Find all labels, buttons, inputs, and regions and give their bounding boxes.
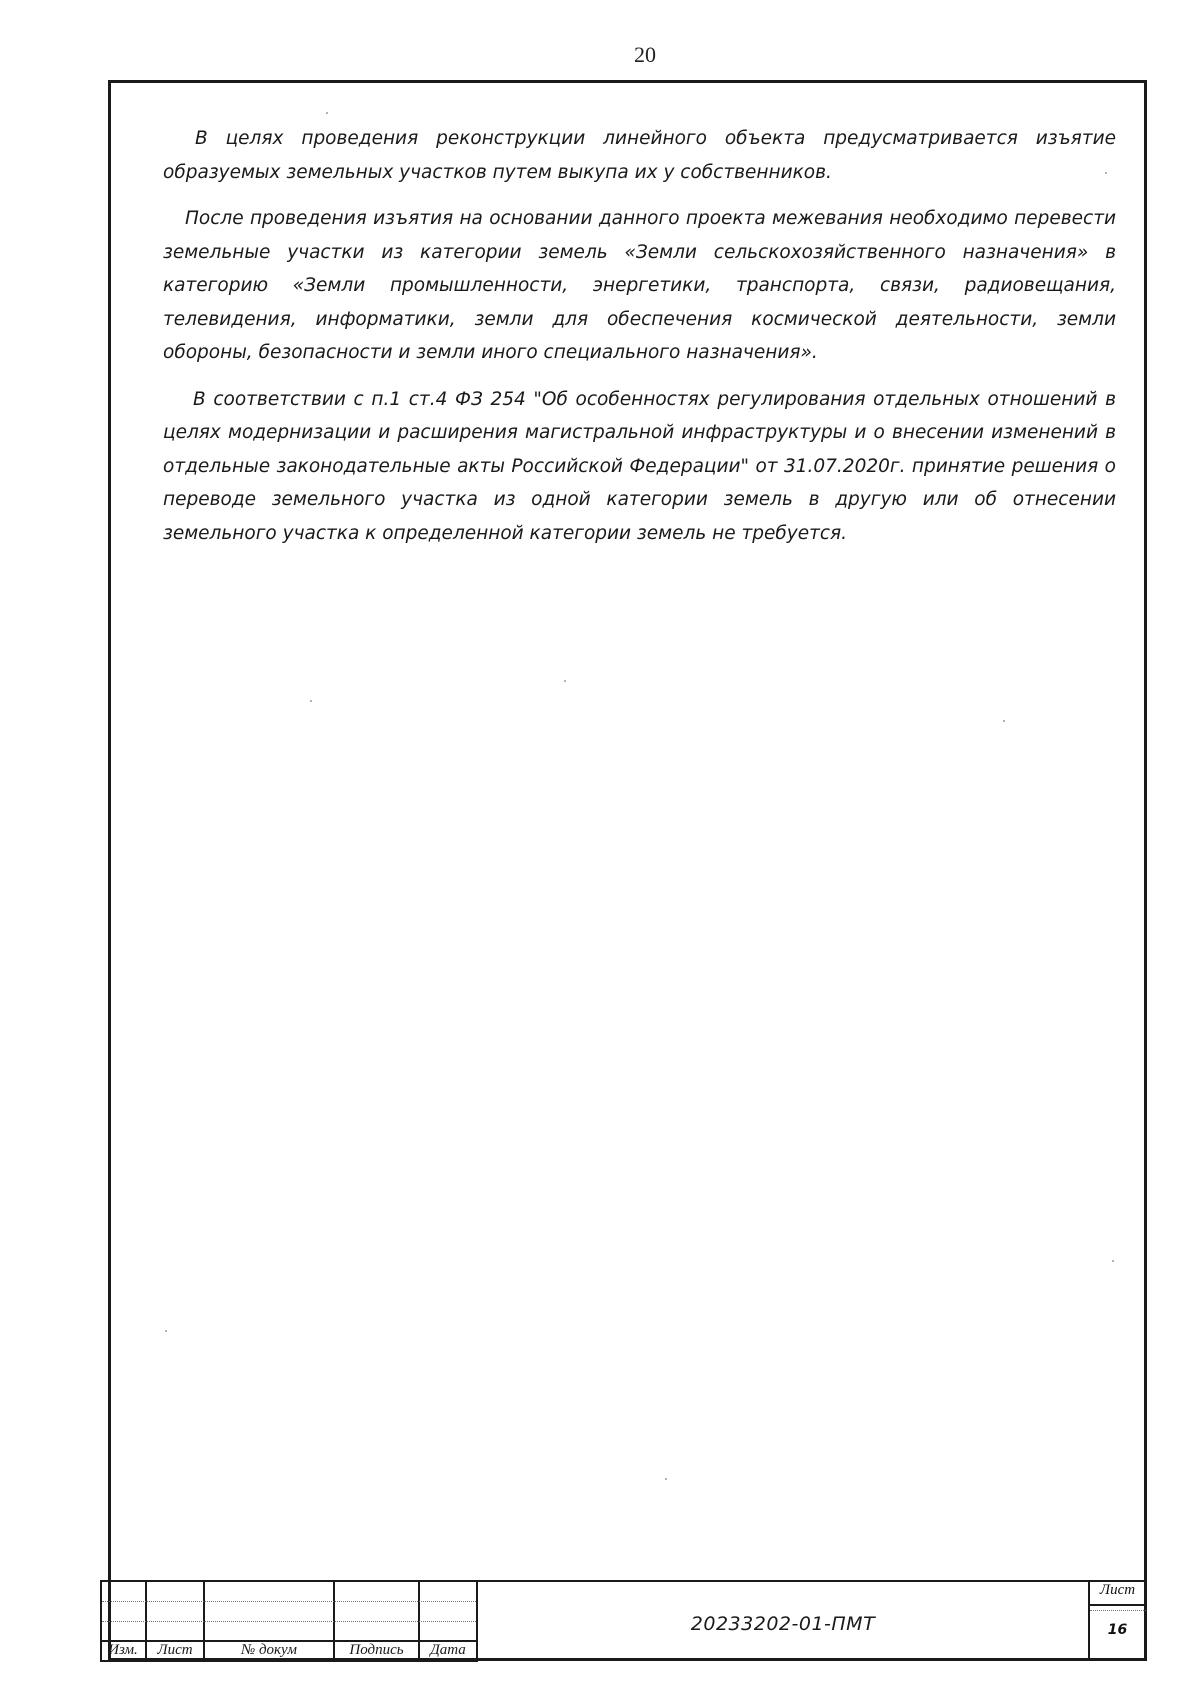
document-body <box>163 122 1116 563</box>
scan-speck <box>1105 172 1107 174</box>
page-number: 20 <box>634 42 656 67</box>
col-izm-label: Изм. <box>108 1642 138 1658</box>
col-doc-label: № докум <box>241 1642 297 1658</box>
scan-speck <box>165 1330 167 1332</box>
scan-speck <box>665 1478 667 1480</box>
paragraph-withdrawal: В целях проведения реконструкции линейного объекта предусматривается изъятие образуемых земельных участков путем выкупа их у собственников. <box>163 128 1116 183</box>
scan-speck <box>326 112 328 114</box>
paragraph-land-category-transfer: После проведения изъятия на основании данного проекта межевания необходимо перевести земельные участки из категории земель «Земли сельскохозяйственного назначения» в категорию «Земли промышленности, энергетики, транспорта, связи, радиовещания, телевидения, информатики, земли для обеспечения космической деятельности, земли обороны, безопасности и земли иного специального назначения». <box>163 208 1116 363</box>
scan-speck <box>1003 720 1005 722</box>
col-date-label: Дата <box>430 1642 466 1658</box>
col-signature-label: Подпись <box>349 1642 404 1658</box>
scan-speck <box>310 700 312 702</box>
paragraph-legal-basis: В соответствии с п.1 ст.4 ФЗ 254 "Об особенностях регулирования отдельных отношений в целях модернизации и расширения магистральной инфраструктуры и о внесении изменений в отдельные законодательные акты Российской Федерации" от 31.07.2020г. принятие решения о переводе земельного участка из одной категории земель в другую или об отнесении земельного участка к определенной категории земель не требуется. <box>163 388 1116 544</box>
scan-speck <box>1112 1260 1114 1262</box>
sheet-number: 16 <box>1107 1622 1128 1638</box>
sheet-label: Лист <box>1099 1582 1136 1598</box>
scan-speck <box>564 680 566 682</box>
document-code: 20233202-01-ПМТ <box>690 1613 876 1635</box>
col-list-label: Лист <box>157 1642 193 1658</box>
